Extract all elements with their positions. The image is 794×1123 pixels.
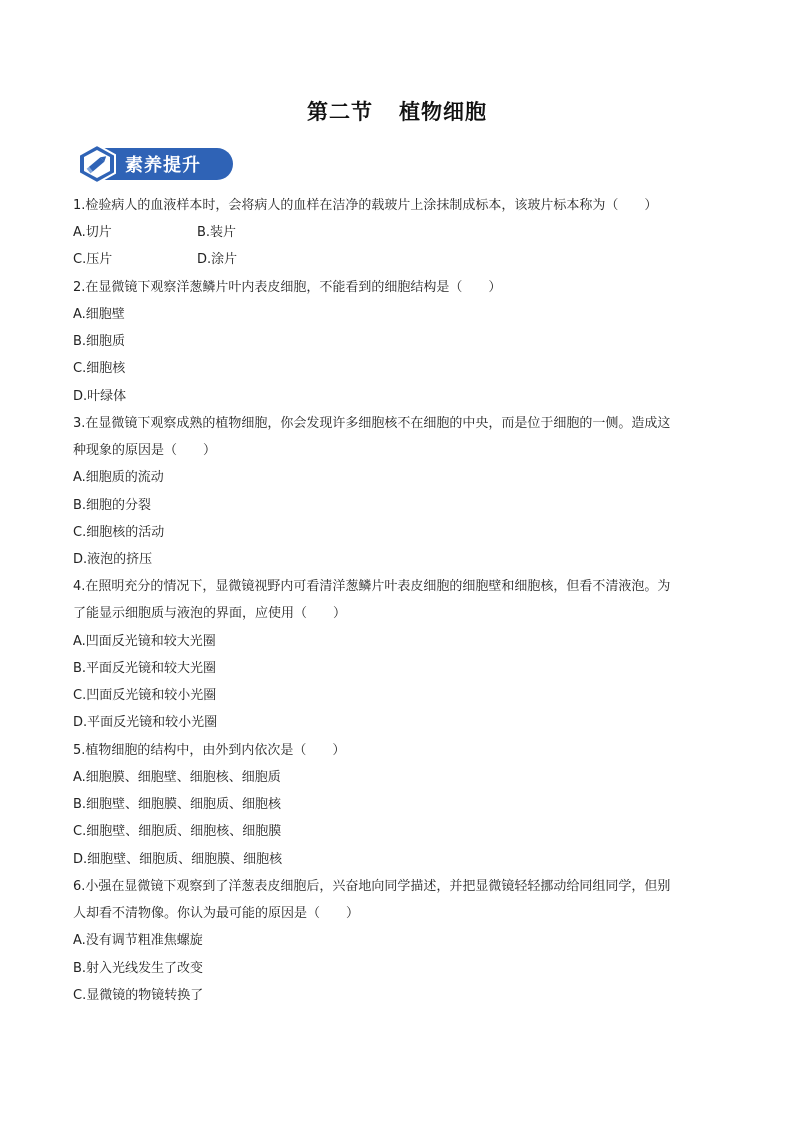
q4-option-c: C.凹面反光镜和较小光圈 <box>73 688 217 703</box>
q5-option-d: D.细胞壁、细胞质、细胞膜、细胞核 <box>73 852 283 867</box>
question-4-stem-line1: 4.在照明充分的情况下，显微镜视野内可看清洋葱鳞片叶表皮细胞的细胞壁和细胞核，但看不清液泡。为 <box>73 579 671 594</box>
question-2-stem: 2.在显微镜下观察洋葱鳞片叶内表皮细胞，不能看到的细胞结构是（ ） <box>73 280 502 295</box>
page-title <box>0 96 794 126</box>
section-number: 第二节 <box>307 99 373 124</box>
q4-option-d: D.平面反光镜和较小光圈 <box>73 715 218 730</box>
question-6-stem-line1: 6.小强在显微镜下观察到了洋葱表皮细胞后，兴奋地向同学描述，并把显微镜轻轻挪动给同组同学，但别 <box>73 879 671 894</box>
question-1-stem: 1.检验病人的血液样本时，会将病人的血样在洁净的载玻片上涂抹制成标本，该玻片标本称为（ ） <box>73 198 658 213</box>
question-6-stem-line2: 人却看不清物像。你认为最可能的原因是（ ） <box>73 906 360 921</box>
q1-option-c: C.压片 <box>73 252 113 267</box>
q2-option-b: B.细胞质 <box>73 334 126 349</box>
q1-option-a: A.切片 <box>73 225 112 240</box>
q2-option-c: C.细胞核 <box>73 361 126 376</box>
section-banner <box>77 144 235 184</box>
section-name: 植物细胞 <box>399 99 487 124</box>
q1-option-d: D.涂片 <box>197 252 238 267</box>
q2-option-a: A.细胞壁 <box>73 307 125 322</box>
q1-option-b: B.装片 <box>197 225 237 240</box>
question-3-stem-line2: 种现象的原因是（ ） <box>73 443 217 458</box>
q5-option-c: C.细胞壁、细胞质、细胞核、细胞膜 <box>73 824 282 839</box>
pencil-badge-icon <box>77 144 117 184</box>
q6-option-b: B.射入光线发生了改变 <box>73 961 204 976</box>
q5-option-a: A.细胞膜、细胞壁、细胞核、细胞质 <box>73 770 281 785</box>
q6-option-c: C.显微镜的物镜转换了 <box>73 988 204 1003</box>
question-4-stem-line2: 了能显示细胞质与液泡的界面，应使用（ ） <box>73 606 347 621</box>
banner-label: 素养提升 <box>125 155 201 176</box>
q3-option-d: D.液泡的挤压 <box>73 552 153 567</box>
q5-option-b: B.细胞壁、细胞膜、细胞质、细胞核 <box>73 797 282 812</box>
question-5-stem: 5.植物细胞的结构中，由外到内依次是（ ） <box>73 743 346 758</box>
q6-option-a: A.没有调节粗准焦螺旋 <box>73 933 203 948</box>
q2-option-d: D.叶绿体 <box>73 389 127 404</box>
q3-option-b: B.细胞的分裂 <box>73 498 152 513</box>
q3-option-c: C.细胞核的活动 <box>73 525 165 540</box>
q4-option-a: A.凹面反光镜和较大光圈 <box>73 634 216 649</box>
question-3-stem-line1: 3.在显微镜下观察成熟的植物细胞，你会发现许多细胞核不在细胞的中央，而是位于细胞的一侧。造成这 <box>73 416 671 431</box>
q3-option-a: A.细胞质的流动 <box>73 470 164 485</box>
q4-option-b: B.平面反光镜和较大光圈 <box>73 661 217 676</box>
